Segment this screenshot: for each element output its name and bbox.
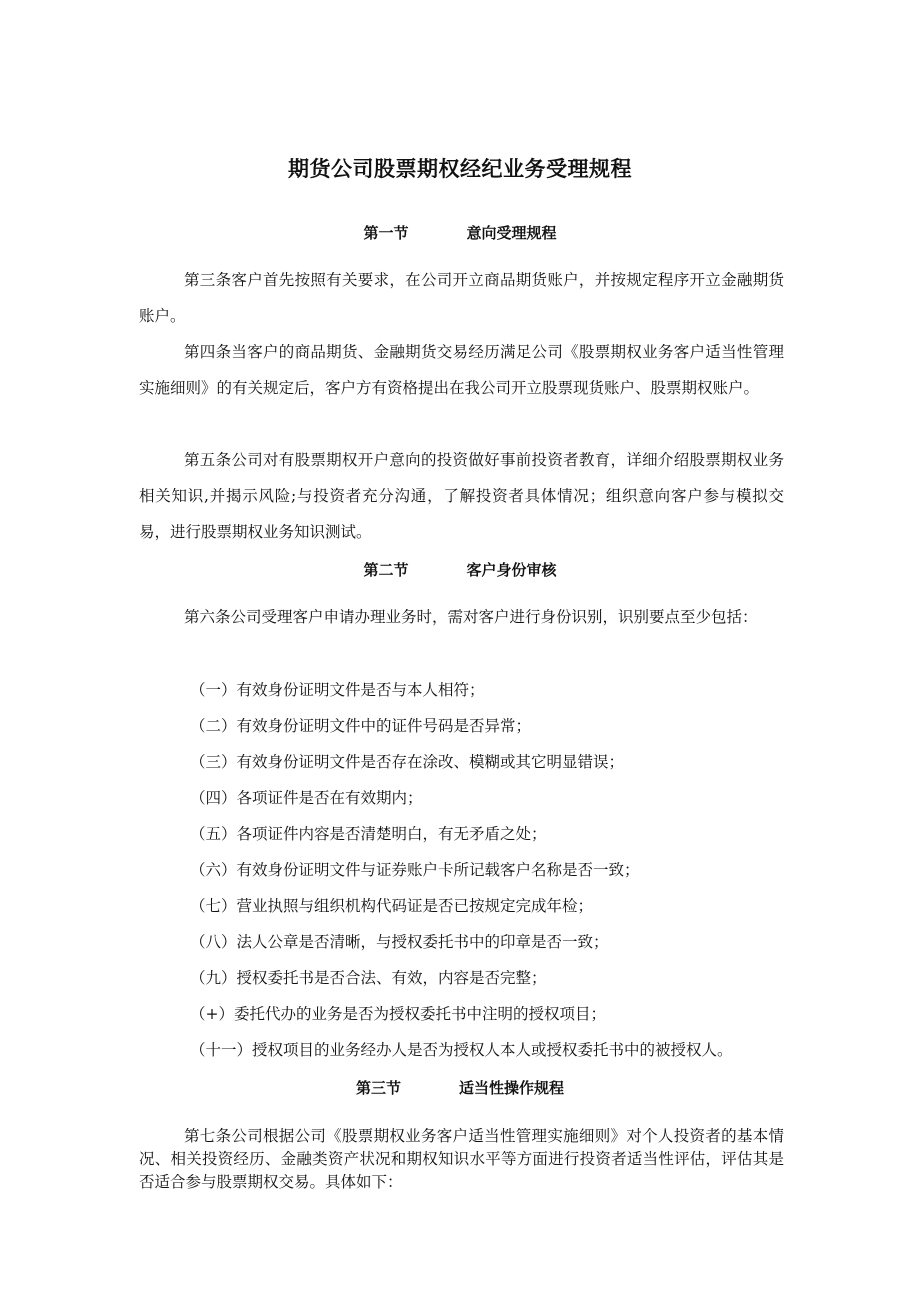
section-number: 第二节 <box>363 561 409 579</box>
article-4: 第四条当客户的商品期货、金融期货交易经历满足公司《股票期权业务客户适当性管理实施细则》的有关规定后，客户方有资格提出在我公司开立股票现货账户、股票期权账户。 <box>139 343 784 397</box>
list-item: （三）有效身份证明文件是否存在涂改、模糊或其它明显错误； <box>190 753 625 771</box>
section-heading-1 <box>0 222 920 243</box>
section-number: 第三节 <box>355 1079 401 1097</box>
list-item: （+）委托代办的业务是否为授权委托书中注明的授权项目； <box>190 1005 606 1023</box>
article-7: 第七条公司根据公司《股票期权业务客户适当性管理实施细则》对个人投资者的基本情况、相关投资经历、金融类资产状况和期权知识水平等方面进行投资者适当性评估，评估其是否适合参与股票期权交易。具体如下： <box>139 1127 784 1191</box>
section-name: 意向受理规程 <box>466 224 557 242</box>
list-item: （九）授权委托书是否合法、有效，内容是否完整； <box>190 969 547 987</box>
article-3: 第三条客户首先按照有关要求，在公司开立商品期货账户，并按规定程序开立金融期货账户。 <box>139 271 784 325</box>
list-item: （四）各项证件是否在有效期内； <box>190 789 423 807</box>
list-item: （八）法人公章是否清晰，与授权委托书中的印章是否一致； <box>190 933 609 951</box>
list-item: （六）有效身份证明文件与证券账户卡所记载客户名称是否一致； <box>190 861 640 879</box>
list-item: （五）各项证件内容是否清楚明白，有无矛盾之处； <box>190 825 547 843</box>
article-6: 第六条公司受理客户申请办理业务时，需对客户进行身份识别，识别要点至少包括： <box>184 608 758 626</box>
section-name: 客户身份审核 <box>466 561 557 579</box>
article-5: 第五条公司对有股票期权开户意向的投资做好事前投资者教育，详细介绍股票期权业务相关知识,并揭示风险;与投资者充分沟通，了解投资者具体情况；组织意向客户参与模拟交易，进行股票期权业务知识测试。 <box>139 451 784 541</box>
document-title: 期货公司股票期权经纪业务受理规程 <box>288 157 632 181</box>
section-name: 适当性操作规程 <box>459 1079 565 1097</box>
list-item: （七）营业执照与组织机构代码证是否已按规定完成年检； <box>190 897 594 915</box>
check-item-list <box>190 672 733 1068</box>
section-number: 第一节 <box>363 224 409 242</box>
list-item: （一）有效身份证明文件是否与本人相符； <box>190 681 485 699</box>
section-heading-2 <box>0 559 920 580</box>
section-heading-3 <box>0 1077 920 1098</box>
list-item: （二）有效身份证明文件中的证件号码是否异常； <box>190 717 532 735</box>
list-item: （十一）授权项目的业务经办人是否为授权人本人或授权委托书中的被授权人。 <box>190 1041 733 1059</box>
